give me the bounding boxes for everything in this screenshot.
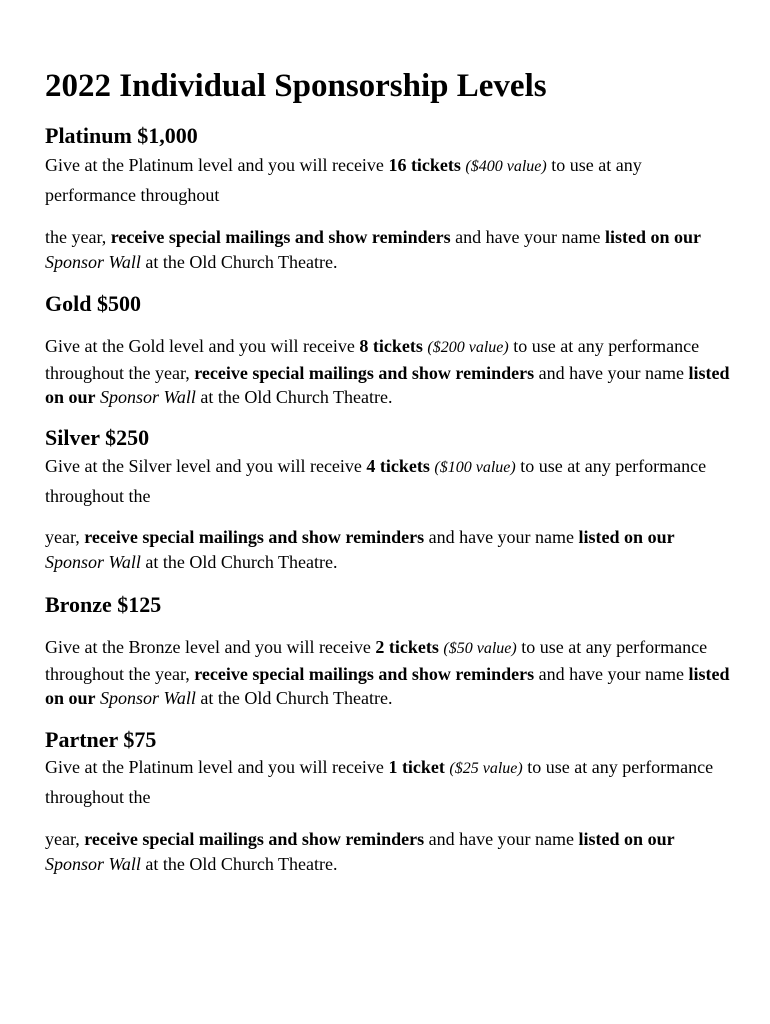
level-description-platinum-part1: Give at the Platinum level and you will receive 16 tickets ($400 value) to use at any performance throughout [45,155,642,205]
level-description-partner-part1: Give at the Platinum level and you will receive 1 ticket ($25 value) to use at any performance throughout the [45,757,714,807]
level-heading-silver: Silver $250 [45,425,150,450]
level-description-platinum-part2: the year, receive special mailings and show reminders and have your name listed on our Sponsor Wall at the Old Church Theatre. [45,227,702,272]
level-description-gold: Give at the Gold level and you will receive 8 tickets ($200 value) to use at any performance throughout the year, receive special mailings and show reminders and have your name listed on our Sponsor Wall at the Old Church Theatre. [45,336,730,407]
document-title: 2022 Individual Sponsorship Levels [45,68,547,104]
level-description-silver-part1: Give at the Silver level and you will receive 4 tickets ($100 value) to use at any performance throughout the [45,456,707,506]
level-heading-platinum: Platinum $1,000 [45,123,198,148]
level-heading-bronze: Bronze $125 [45,592,162,617]
level-description-bronze: Give at the Bronze level and you will receive 2 tickets ($50 value) to use at any performance throughout the year, receive special mailings and show reminders and have your name listed on our Sponsor Wall at the Old Church Theatre. [45,637,730,708]
level-description-silver-part2: year, receive special mailings and show reminders and have your name listed on our Sponsor Wall at the Old Church Theatre. [45,527,675,572]
level-heading-partner: Partner $75 [45,727,157,752]
level-heading-gold: Gold $500 [45,291,141,316]
level-description-partner-part2: year, receive special mailings and show reminders and have your name listed on our Sponsor Wall at the Old Church Theatre. [45,829,675,874]
